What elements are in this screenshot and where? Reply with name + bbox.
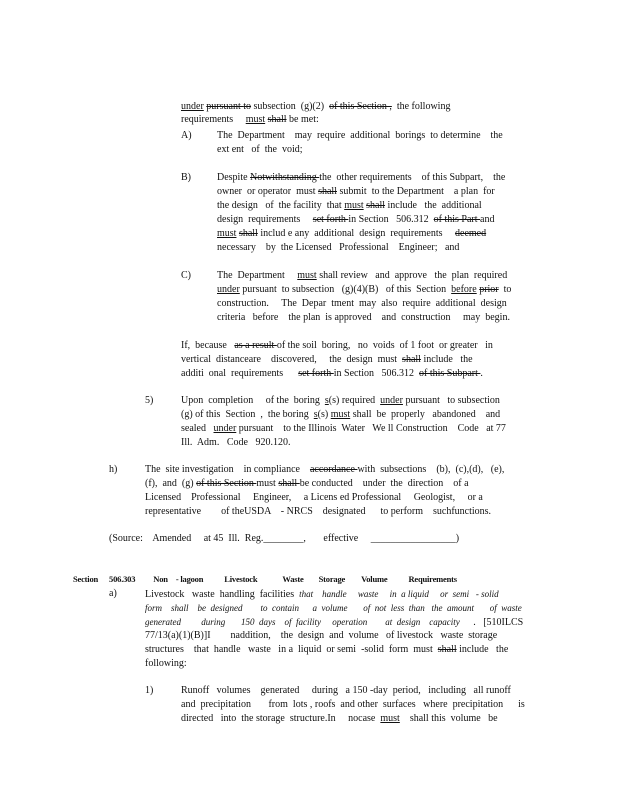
item-5-line-4: Ill. Adm. Code 920.120.: [181, 437, 291, 448]
body-text: to subsection (g)(4)(B) of this Section: [276, 284, 452, 295]
body-text: include the: [420, 354, 473, 365]
item-5-label: 5): [145, 395, 154, 406]
item-a2-line-1: [145, 588, 499, 601]
body-text: Despite: [217, 172, 251, 183]
section-heading: [73, 561, 457, 585]
item-b-line-5: [217, 228, 486, 240]
item-h-line-4: representative of theUSDA - NRCS designated to perform suchfunctions.: [145, 506, 492, 517]
body-text: of the soil boring, no voids of 1 foot or greater in: [276, 340, 493, 351]
item-1-label: 1): [145, 685, 154, 696]
body-text: be met:: [286, 114, 319, 125]
inserted-text: under: [181, 101, 204, 112]
body-text: The Department: [217, 270, 298, 281]
inserted-text: s: [313, 409, 318, 420]
struck-text: to: [243, 101, 252, 112]
body-text: with subsections (b), (c),(d), (e),: [357, 464, 505, 475]
body-text: pursuant to the Illinois Water We ll Construction Code at 77: [236, 423, 506, 434]
item-h-line-1: [145, 464, 504, 476]
inserted-text: must: [330, 409, 351, 420]
body-text: shall be properly abandoned and: [350, 409, 501, 420]
para-line-3: [181, 368, 483, 380]
body-text: the following: [391, 101, 451, 112]
item-a2-line-6: following:: [145, 658, 187, 669]
body-text: directed into the storage structure.In nocase: [181, 713, 381, 724]
inserted-text: before: [451, 284, 477, 295]
body-text: Livestock waste handling facilities: [145, 589, 300, 600]
body-text: (g) of this Section , the boring: [181, 409, 314, 420]
italic-text: generated during 150 days of facility operation at design capacity: [145, 617, 474, 627]
body-text: additi onal requirements: [181, 368, 299, 379]
item-1-line-1: Runoff volumes generated during a 150 -day period, including all runoff: [181, 685, 511, 696]
item-c-line-4: criteria before the plan is approved and construction may begin.: [217, 312, 510, 323]
body-text: includ e any additional design requirements: [257, 228, 456, 239]
item-b-line-6: necessary by the Licensed Professional Engineer; and: [217, 242, 460, 253]
struck-text: shall: [437, 644, 457, 655]
body-text: be conducted under the direction of a: [299, 478, 469, 489]
struck-text: set forth: [312, 214, 349, 225]
item-h-line-2: [145, 478, 469, 490]
body-text: (Source: Amended at 45 Ill. Reg.: [109, 533, 264, 544]
section-title-word: Requirements: [408, 574, 457, 584]
body-text: . [510ILCS: [473, 617, 524, 628]
body-text: .: [480, 368, 483, 379]
struck-text: of this Part: [433, 214, 481, 225]
body-text: to: [498, 284, 512, 295]
body-text: design requirements: [217, 214, 313, 225]
struck-text: shall: [402, 354, 421, 365]
blank-line: ________: [263, 533, 304, 544]
item-c-line-2: [217, 284, 511, 296]
struck-text: set forth: [298, 368, 334, 379]
body-text: (s) required: [328, 395, 381, 406]
item-1-line-3: [181, 713, 498, 725]
item-b-line-1: [217, 172, 505, 184]
struck-text: as a result: [234, 340, 277, 351]
inserted-text: under: [380, 395, 403, 406]
struck-text: accordance: [309, 464, 358, 475]
body-text: vertical distanceare discovered, the design must: [181, 354, 403, 365]
item-a2-line-5: [145, 644, 508, 656]
struck-text: shall: [278, 478, 300, 489]
section-number: 506.303: [109, 574, 136, 584]
struck-text: shall: [238, 228, 258, 239]
struck-text: shall: [366, 200, 386, 211]
struck-text: of this Subpart: [419, 368, 481, 379]
body-text: If, because: [181, 340, 235, 351]
inserted-text: must: [245, 114, 266, 125]
source-note: [109, 533, 459, 545]
body-text: , effective: [303, 533, 371, 544]
body-text: (s): [317, 409, 331, 420]
struck-text: pursuant: [206, 101, 244, 112]
body-text: shall review and approve the plan required: [316, 270, 508, 281]
inserted-text: must: [297, 270, 317, 281]
section-title-word: - lagoon: [175, 574, 204, 584]
para-line-2: [181, 354, 473, 366]
para-line-1: [181, 340, 493, 352]
body-text: structures that handle waste in a liquid or semi -solid form must: [145, 644, 438, 655]
struck-text: of this Section: [196, 478, 257, 489]
body-text: sealed: [181, 423, 214, 434]
body-text: and: [480, 214, 495, 225]
inserted-text: s: [324, 395, 329, 406]
inserted-text: under: [217, 284, 240, 295]
item-1-line-2: and precipitation from lots , roofs and other surfaces where precipitation is: [181, 699, 525, 710]
body-text: must: [256, 478, 279, 489]
item-b-label: B): [181, 172, 191, 183]
item-h-line-3: Licensed Professional Engineer, a Licens ed Professional Geologist, or a: [145, 492, 483, 503]
section-title-word: Non: [153, 574, 168, 584]
inserted-text: must: [217, 228, 237, 239]
section-title-word: Waste: [282, 574, 304, 584]
body-text: owner or operator must: [217, 186, 319, 197]
section-title-word: Volume: [361, 574, 388, 584]
struck-text: Notwithstanding: [250, 172, 320, 183]
body-text: the design of the facility that: [217, 200, 345, 211]
body-text: Upon completion of the boring: [181, 395, 325, 406]
item-a-line-1: The Department may require additional borings to determine the: [217, 130, 503, 141]
item-5-line-3: [181, 423, 506, 435]
body-text: requirements: [181, 114, 246, 125]
section-title-word: Livestock: [224, 574, 258, 584]
item-c-line-3: construction. The Depar tment may also require additional design: [217, 298, 507, 309]
item-a2-line-3: [145, 616, 523, 629]
section-label: Section: [73, 574, 99, 584]
section-title-word: Storage: [318, 574, 346, 584]
body-text: subsection (g)(2): [251, 101, 330, 112]
item-a-line-2: ext ent of the void;: [217, 144, 303, 155]
inserted-text: under: [213, 423, 237, 434]
body-text: pursuant to subsection: [402, 395, 500, 406]
body-text: include the additional: [385, 200, 482, 211]
struck-text: deemed: [455, 228, 487, 239]
item-5-line-2: [181, 409, 500, 421]
item-5-line-1: [181, 395, 500, 407]
inserted-text: must: [344, 200, 364, 211]
item-b-line-3: [217, 200, 482, 212]
inserted-text: must: [380, 713, 400, 724]
body-text: include the: [456, 644, 509, 655]
item-a-label: A): [181, 130, 192, 141]
item-c-label: C): [181, 270, 191, 281]
body-text: The site investigation in compliance: [145, 464, 310, 475]
item-b-line-4: [217, 214, 494, 226]
struck-text: prior: [479, 284, 499, 295]
body-text: in Section 506.312: [348, 214, 434, 225]
body-text: in Section 506.312: [333, 368, 420, 379]
item-h-label: h): [109, 464, 118, 475]
body-text: shall this volume be: [399, 713, 498, 724]
blank-line: _________________: [370, 533, 456, 544]
struck-text: shall: [267, 114, 287, 125]
item-a2-line-4: 77/13(a)(1)(B)]I naddition, the design and volume of livestock waste storage: [145, 630, 498, 641]
italic-text: that handle waste in a liquid or semi - solid: [299, 589, 499, 599]
body-text: submit to the Department a plan for: [336, 186, 495, 197]
struck-text: shall: [318, 186, 337, 197]
body-text: ): [455, 533, 460, 544]
body-text: pursuant: [242, 284, 277, 295]
item-a2-label: a): [109, 588, 117, 599]
item-a2-line-2: form shall be designed to contain a volume of not less than the amount of waste: [145, 603, 522, 613]
body-text: the other requirements of this Subpart, the: [319, 172, 506, 183]
body-text: (f), and (g): [145, 478, 197, 489]
intro-line-2: [181, 102, 319, 126]
item-b-line-2: [217, 186, 495, 198]
item-c-line-1: [217, 270, 507, 282]
struck-text: of this Section ,: [329, 101, 392, 112]
